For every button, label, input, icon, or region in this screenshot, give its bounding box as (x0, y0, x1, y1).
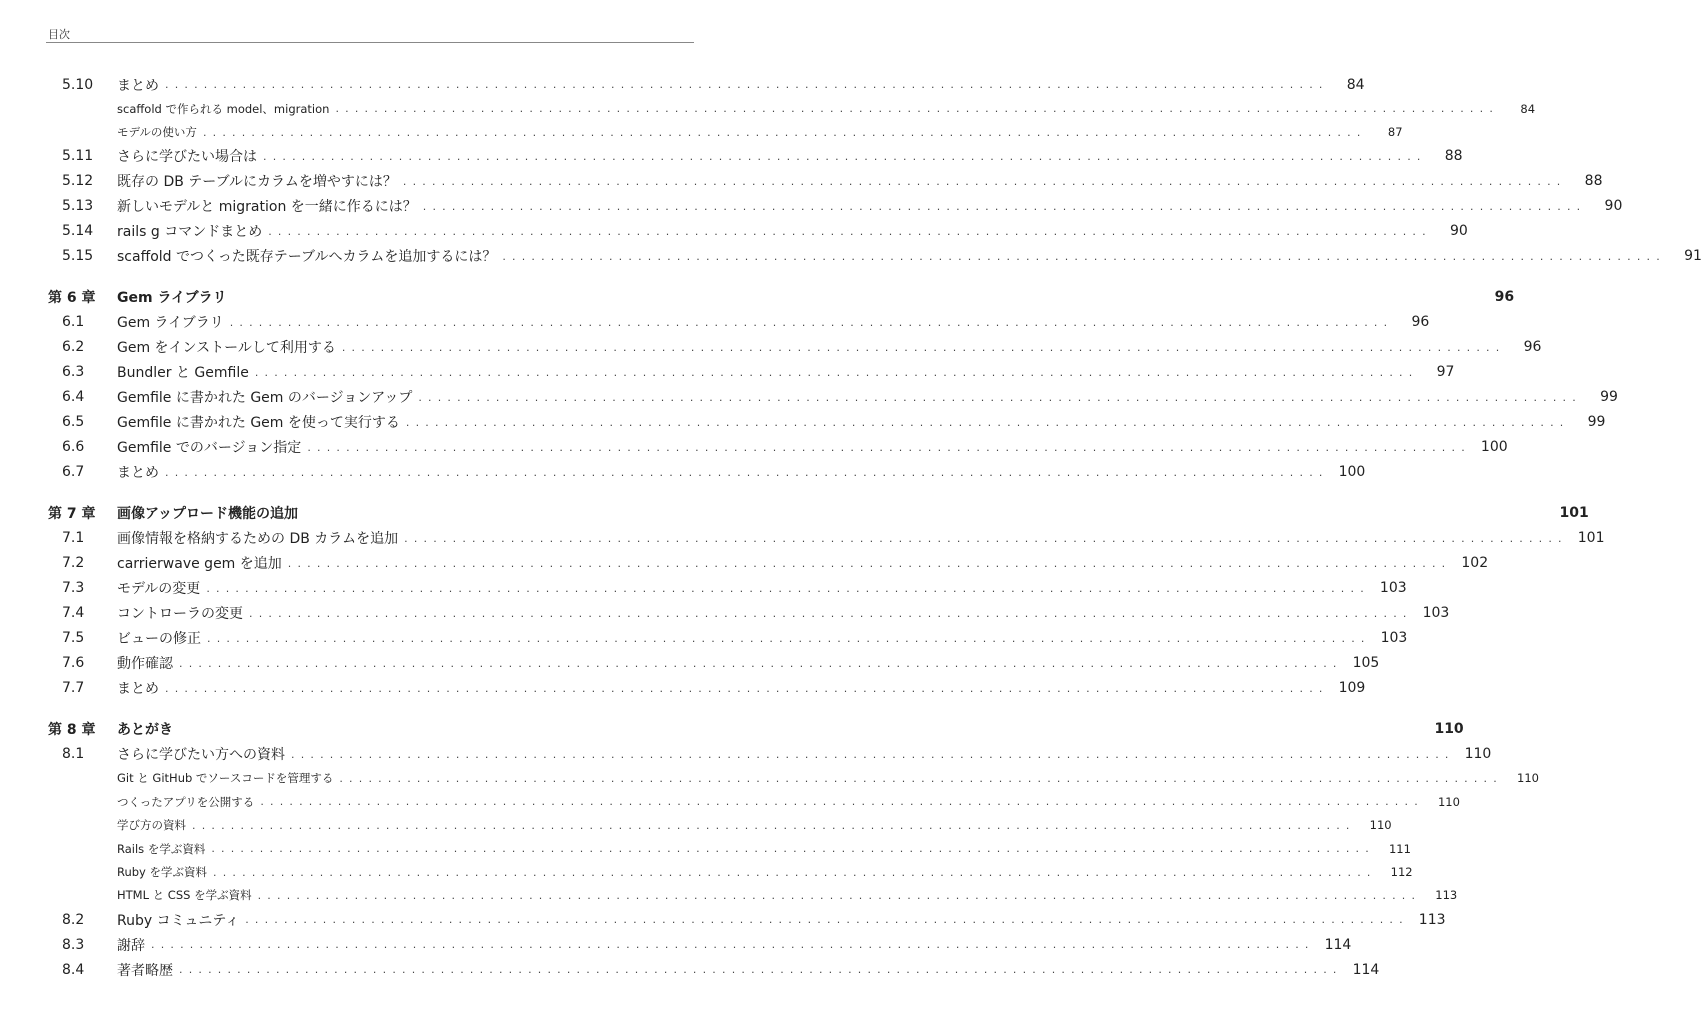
entry-number: 第 6 章 (48, 290, 96, 307)
toc-sub-entry[interactable] (48, 837, 1411, 860)
entry-number: 5.15 (62, 248, 94, 265)
toc-section-entry[interactable] (48, 385, 1618, 410)
toc-section-entry[interactable] (48, 219, 1468, 244)
entry-page: 88 (1444, 148, 1463, 165)
toc-chapter-entry[interactable] (48, 501, 1589, 526)
entry-number: 6.4 (62, 389, 85, 406)
dot-leader: ........................................................................................................................ (192, 818, 1356, 832)
entry-number: 7.6 (62, 655, 85, 672)
entry-title: コントローラの変更 (117, 606, 243, 623)
dot-leader: ........................................................................................................................ (202, 125, 1367, 139)
entry-number: 5.13 (62, 198, 94, 215)
toc-section-entry[interactable] (48, 526, 1605, 551)
dot-leader: ........................................................................................................................ (165, 465, 1329, 479)
entry-title: 新しいモデルと migration を一緒に作るには？ (117, 199, 417, 216)
toc-section-entry[interactable] (48, 676, 1366, 701)
entry-number: 8.4 (62, 961, 85, 978)
entry-title: Ruby コミュニティ (117, 912, 240, 929)
entry-page: 103 (1380, 630, 1408, 647)
dot-leader: ........................................................................................................................ (257, 888, 1422, 902)
entry-title: まとめ (117, 77, 159, 94)
entry-title: モデルの使い方 (117, 125, 197, 140)
dot-leader: ........................................................................................................................ (335, 102, 1500, 116)
entry-number: 5.11 (62, 148, 94, 165)
dot-leader: ........................................................................................................................ (165, 78, 1329, 91)
toc-sub-entry[interactable] (48, 860, 1413, 883)
entry-number: 7.4 (62, 605, 85, 622)
entry-page: 110 (1437, 794, 1460, 809)
dot-leader: ........................................................................................................................ (245, 913, 1409, 927)
entry-title: まとめ (117, 681, 159, 698)
toc-section-entry[interactable] (48, 551, 1489, 576)
entry-title: Gem ライブラリ (117, 315, 224, 332)
entry-page: 113 (1418, 911, 1446, 928)
dot-leader: ........................................................................................................................ (263, 149, 1427, 163)
entry-page: 103 (1379, 580, 1407, 597)
entry-title: つくったアプリを公開する (117, 794, 255, 809)
entry-title: さらに学びたい方への資料 (117, 747, 285, 764)
entry-title: scaffold で作られる model、migration (117, 101, 330, 116)
entry-number: 8.2 (62, 911, 85, 928)
dot-leader: ........................................................................................................................ (502, 249, 1666, 263)
toc-section-entry[interactable] (48, 651, 1380, 676)
entry-page: 101 (1577, 530, 1605, 547)
entry-number: 8.1 (62, 746, 85, 763)
entry-title: さらに学びたい場合は (117, 149, 257, 166)
entry-title: モデルの変更 (117, 581, 201, 598)
entry-page: 101 (1559, 505, 1589, 522)
entry-number: 7.7 (62, 680, 85, 697)
dot-leader: ........................................................................................................................ (268, 224, 1432, 238)
entry-page: 110 (1369, 818, 1392, 833)
entry-number: 6.6 (62, 439, 85, 456)
dot-leader: ........................................................................................................................ (254, 365, 1419, 379)
entry-page: 114 (1324, 936, 1352, 953)
entry-title: 学び方の資料 (117, 818, 186, 833)
entry-number: 第 7 章 (48, 506, 96, 523)
entry-title: Gemfile に書かれた Gem を使って実行する (117, 415, 400, 432)
dot-leader: ........................................................................................................................ (405, 415, 1570, 429)
entry-title: 動作確認 (117, 656, 173, 673)
dot-leader: ........................................................................................................................ (229, 315, 1394, 329)
entry-title: 画像アップロード機能の追加 (117, 506, 299, 523)
entry-page: 87 (1387, 125, 1403, 140)
dot-leader: ........................................................................................................................ (179, 656, 1343, 670)
entry-title: Rails を学ぶ資料 (117, 841, 206, 856)
entry-number: 5.10 (62, 76, 94, 93)
entry-title: まとめ (117, 465, 159, 482)
entry-title: carrierwave gem を追加 (117, 556, 282, 573)
entry-number: 6.3 (62, 364, 85, 381)
toc-section-entry[interactable] (48, 601, 1450, 626)
entry-page: 96 (1494, 289, 1515, 306)
dot-leader: ........................................................................................................................ (211, 842, 1375, 856)
entry-number: 6.1 (62, 314, 85, 331)
entry-title: Ruby を学ぶ資料 (117, 865, 208, 880)
entry-title: 既存の DB テーブルにカラムを増やすには？ (117, 174, 397, 191)
table-of-contents (48, 72, 1702, 982)
toc-section-entry[interactable] (48, 626, 1408, 651)
entry-page: 96 (1523, 339, 1542, 356)
entry-title: あとがき (117, 722, 173, 739)
toc-sub-entry[interactable] (48, 814, 1392, 837)
entry-number: 7.3 (62, 580, 85, 597)
toc-section-entry[interactable] (48, 72, 1365, 97)
dot-leader: ........................................................................................................................ (207, 631, 1371, 645)
dot-leader: ........................................................................................................................ (307, 440, 1471, 454)
toc-section-entry[interactable] (48, 144, 1463, 169)
entry-page: 96 (1411, 314, 1430, 331)
toc-sub-entry[interactable] (48, 120, 1403, 143)
entry-number: 6.2 (62, 339, 85, 356)
entry-page: 110 (1464, 746, 1492, 763)
entry-number: 7.5 (62, 630, 85, 647)
toc-section-entry[interactable] (48, 169, 1603, 194)
toc-section-entry[interactable] (48, 360, 1455, 385)
entry-page: 110 (1434, 721, 1464, 738)
entry-title: Git と GitHub でソースコードを管理する (117, 771, 334, 786)
toc-section-entry[interactable] (48, 310, 1430, 335)
toc-section-entry[interactable] (48, 907, 1446, 932)
toc-section-entry[interactable] (48, 576, 1407, 601)
header-rule (46, 42, 694, 43)
entry-page: 111 (1388, 841, 1411, 856)
entry-page: 90 (1604, 198, 1623, 215)
entry-number: 5.12 (62, 173, 94, 190)
entry-page: 100 (1338, 464, 1366, 481)
entry-number: 8.3 (62, 936, 85, 953)
entry-page: 100 (1480, 439, 1508, 456)
dot-leader: ........................................................................................................................ (404, 531, 1568, 545)
entry-page: 102 (1461, 555, 1489, 572)
dot-leader: ........................................................................................................................ (213, 865, 1377, 879)
dot-leader: ........................................................................................................................ (260, 795, 1424, 809)
dot-leader: ........................................................................................................................ (422, 199, 1587, 213)
entry-title: HTML と CSS を学ぶ資料 (117, 888, 252, 903)
entry-page: 113 (1435, 888, 1458, 903)
dot-leader: ........................................................................................................................ (287, 556, 1452, 570)
entry-page: 110 (1517, 771, 1539, 786)
entry-page: 99 (1600, 389, 1618, 406)
entry-title: Gemfile に書かれた Gem のバージョンアップ (117, 390, 413, 407)
entry-title: 画像情報を格納するための DB カラムを追加 (117, 531, 399, 548)
toc-section-entry[interactable] (48, 957, 1380, 982)
entry-title: Gemfile でのバージョン指定 (117, 440, 302, 457)
toc-section-entry[interactable] (48, 435, 1508, 460)
entry-page: 112 (1390, 865, 1413, 880)
entry-title: 謝辞 (117, 937, 145, 954)
dot-leader: ........................................................................................................................ (249, 606, 1413, 620)
entry-title: scaffold でつくった既存テーブルへカラムを追加するには？ (117, 249, 497, 266)
toc-section-entry[interactable] (48, 335, 1542, 360)
entry-page: 109 (1338, 680, 1366, 697)
dot-leader: ........................................................................................................................ (151, 938, 1315, 952)
entry-page: 97 (1436, 364, 1455, 381)
entry-page: 84 (1346, 76, 1365, 93)
toc-chapter-entry[interactable] (48, 285, 1515, 310)
toc-section-entry[interactable] (48, 460, 1366, 485)
toc-section-entry[interactable] (48, 244, 1702, 269)
entry-number: 6.5 (62, 414, 85, 431)
entry-title: Gem ライブラリ (117, 290, 227, 307)
dot-leader: ........................................................................................................................ (291, 747, 1455, 761)
entry-title: ビューの修正 (117, 631, 201, 648)
entry-page: 114 (1352, 961, 1380, 978)
entry-title: Gem をインストールして利用する (117, 340, 336, 357)
toc-section-entry[interactable] (48, 410, 1606, 435)
dot-leader: ........................................................................................................................ (418, 390, 1582, 404)
entry-page: 91 (1684, 248, 1702, 265)
running-head: 目次 (48, 28, 70, 41)
toc-section-entry[interactable] (48, 194, 1623, 219)
entry-title: rails g コマンドまとめ (117, 224, 263, 241)
entry-page: 88 (1584, 173, 1603, 190)
entry-page: 105 (1352, 655, 1380, 672)
entry-number: 第 8 章 (48, 722, 96, 739)
entry-number: 6.7 (62, 464, 85, 481)
toc-chapter-entry[interactable] (48, 717, 1464, 742)
entry-title: Bundler と Gemfile (117, 365, 249, 382)
dot-leader: ........................................................................................................................ (165, 681, 1329, 695)
entry-number: 7.1 (62, 530, 85, 547)
dot-leader: ........................................................................................................................ (402, 174, 1567, 188)
toc-section-entry[interactable] (48, 742, 1492, 767)
entry-page: 90 (1449, 223, 1468, 240)
entry-title: 著者略歴 (117, 962, 173, 979)
dot-leader: ........................................................................................................................ (179, 963, 1343, 977)
toc-sub-entry[interactable] (48, 790, 1460, 813)
entry-page: 84 (1520, 101, 1536, 116)
dot-leader: ........................................................................................................................ (341, 340, 1506, 354)
dot-leader: ........................................................................................................................ (206, 581, 1370, 595)
entry-page: 99 (1587, 414, 1606, 431)
toc-sub-entry[interactable] (48, 767, 1539, 790)
entry-number: 5.14 (62, 223, 94, 240)
toc-sub-entry[interactable] (48, 884, 1458, 907)
toc-sub-entry[interactable] (48, 97, 1536, 120)
entry-number: 7.2 (62, 555, 85, 572)
entry-page: 103 (1422, 605, 1450, 622)
toc-section-entry[interactable] (48, 932, 1352, 957)
dot-leader: ........................................................................................................................ (339, 771, 1503, 785)
